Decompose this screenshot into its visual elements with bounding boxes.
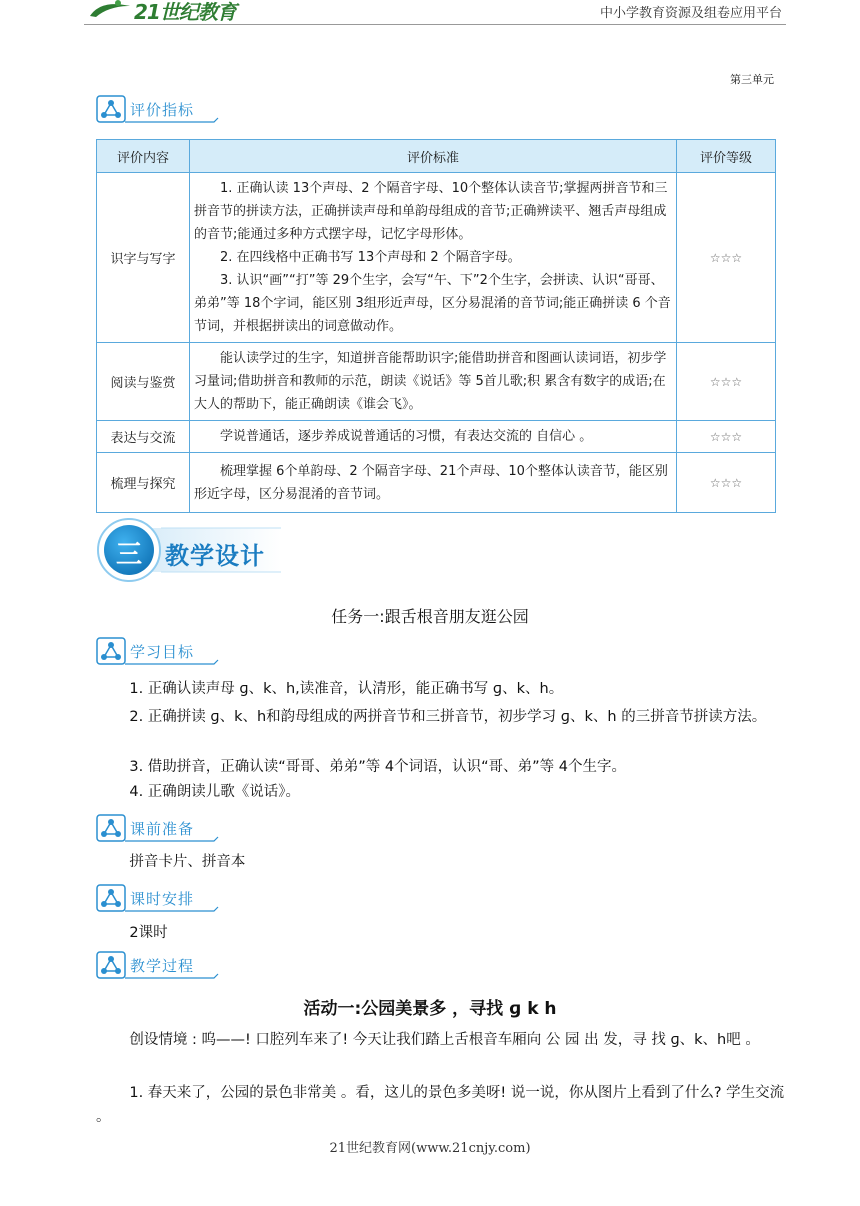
standard-text: 1. 正确认读 13个声母、2 个隔音字母、10个整体认读音节;掌握两拼音节和三 拼音节的拼读方法，正确拼读声母和单韵母组成的音节;正确辨读平、翘舌声母组成的音节;能通过多种方式摆字母，记忆字母形体。 [194, 181, 668, 242]
section-design-banner [95, 516, 285, 584]
table-grade-cell: ☆☆☆ [677, 453, 776, 513]
goal-item: 1. 正确认读声母 ɡ、k、h,读准音，认清形，能正确书写 ɡ、k、h。 [129, 681, 564, 697]
site-logo [88, 0, 248, 24]
table-standard-cell [190, 343, 677, 421]
section-goals-heading [96, 637, 226, 667]
section-number: 三 [115, 540, 142, 570]
goal-item: 2. 正确拼读 ɡ、k、h和韵母组成的两拼音节和三拼音节，初步学习 ɡ、k、h 的三拼音节拼读方法。 [129, 709, 767, 725]
table-row [97, 421, 776, 453]
section-hours-heading [96, 884, 226, 914]
task-title: 任务一:跟舌根音朋友逛公园 [331, 607, 529, 626]
hours-text: 2课时 [129, 925, 168, 941]
table-row [97, 453, 776, 513]
section-goals-title: 学习目标 [130, 643, 195, 661]
table-category-cell: 阅读与鉴赏 [97, 343, 190, 421]
section-prep-heading [96, 814, 226, 844]
process-paragraph: 1. 春天来了，公园的景色非常美 。看，这儿的景色多美呀! 说一说，你从图片上看到了什么? 学生交流 。 [96, 1085, 785, 1125]
section-process-heading [96, 951, 226, 981]
goal-item: 3. 借助拼音，正确认读“哥哥、弟弟”等 4个词语，认识“哥、弟”等 4个生字。 [129, 759, 627, 775]
standard-text: 3. 认识“画”“打”等 29个生字，会写“午、下”2个生字，会拼读、认识“哥哥、弟弟”等 18个字词，能区别 3组形近声母，区分易混淆的音节词;能正确拼读 6 个音节词，并根据拼读出的词意做动作。 [194, 273, 671, 334]
table-standard-cell [190, 453, 677, 513]
table-grade-cell: ☆☆☆ [677, 343, 776, 421]
section-prep-title: 课前准备 [130, 820, 195, 838]
activity-title: 活动一:公园美景多 ，寻找 ɡ k h [303, 999, 557, 1019]
table-row [97, 173, 776, 343]
logo-swoosh-icon [88, 0, 132, 18]
standard-text: 2. 在四线格中正确书写 13个声母和 2 个隔音字母。 [220, 250, 521, 265]
table-standard-cell [190, 173, 677, 343]
section-eval-title: 评价指标 [130, 101, 195, 119]
section-process-title: 教学过程 [130, 957, 195, 975]
table-header-row [97, 140, 776, 173]
prep-text: 拼音卡片、拼音本 [129, 854, 246, 870]
table-category-cell: 表达与交流 [97, 421, 190, 453]
evaluation-table [96, 139, 776, 513]
standard-text: 梳理掌握 6个单韵母、2 个隔音字母、21个声母、10个整体认读音节，能区别形近字母，区分易混淆的音节词。 [194, 463, 668, 502]
standard-text: 学说普通话，逐步养成说普通话的习惯，有表达交流的 自信心 。 [220, 429, 593, 444]
table-row [97, 343, 776, 421]
standard-text: 能认读学过的生字，知道拼音能帮助识字;能借助拼音和图画认读词语，初步学习量词;借助拼音和教师的示范，朗读《说话》等 5首儿歌;积 累含有数字的成语;在大人的帮助下，能正确朗读《谁会飞》。 [194, 351, 667, 412]
process-paragraph: 创设情境 : 呜——! 口腔列车来了! 今天让我们踏上舌根音车厢向 公 园 出 发，寻 找 ɡ、k、h吧 。 [129, 1032, 760, 1048]
table-standard-cell [190, 421, 677, 453]
table-grade-cell: ☆☆☆ [677, 421, 776, 453]
section-design-title: 教学设计 [165, 542, 265, 570]
platform-title: 中小学教育资源及组卷应用平台 [599, 6, 782, 21]
goal-item: 4. 正确朗读儿歌《说话》。 [129, 784, 301, 800]
table-header-cell: 评价等级 [677, 140, 776, 173]
table-header-cell: 评价标准 [190, 140, 677, 173]
table-category-cell: 识字与写字 [97, 173, 190, 343]
logo-text: 21世纪教育 [134, 0, 236, 24]
header-divider [84, 24, 786, 25]
table-category-cell: 梳理与探究 [97, 453, 190, 513]
page-footer: 21世纪教育网(www.21cnjy.com) [329, 1141, 531, 1156]
section-eval-heading [96, 95, 226, 125]
table-grade-cell: ☆☆☆ [677, 173, 776, 343]
table-header-cell: 评价内容 [97, 140, 190, 173]
section-hours-title: 课时安排 [130, 890, 195, 908]
unit-label: 第三单元 [730, 73, 774, 86]
